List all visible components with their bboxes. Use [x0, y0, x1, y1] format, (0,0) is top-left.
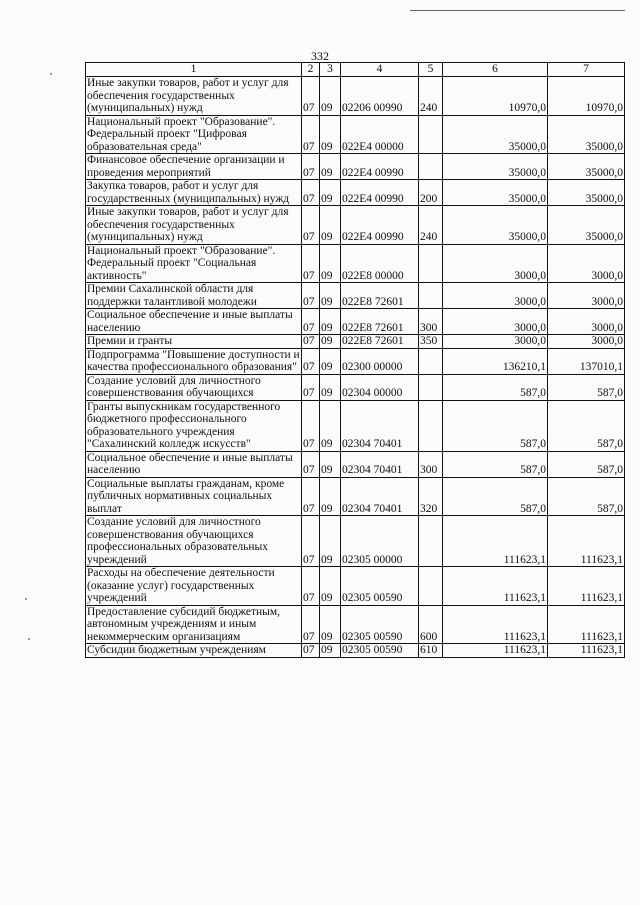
row-target-code: 02305 00590 — [341, 567, 419, 606]
row-section: 07 — [302, 605, 320, 644]
table-row — [86, 567, 625, 606]
row-name: Национальный проект "Образование". Федеральный проект "Социальная активность" — [86, 244, 302, 283]
row-name: Финансовое обеспечение организации и проведения мероприятий — [86, 154, 302, 180]
table-row — [86, 400, 625, 451]
row-subsection: 09 — [320, 477, 341, 516]
row-section: 07 — [302, 115, 320, 154]
row-subsection: 09 — [320, 644, 341, 658]
row-expense-type — [419, 374, 443, 400]
row-subsection: 09 — [320, 154, 341, 180]
scan-speck — [25, 598, 27, 600]
row-amount-col6: 111623,1 — [443, 605, 548, 644]
col-header-4: 4 — [341, 63, 419, 77]
row-section: 07 — [302, 400, 320, 451]
row-subsection: 09 — [320, 374, 341, 400]
row-target-code: 022Е8 72601 — [341, 283, 419, 309]
row-expense-type: 200 — [419, 180, 443, 206]
row-name: Социальное обеспечение и иные выплаты населению — [86, 451, 302, 477]
row-name: Подпрограмма "Повышение доступности и качества профессионального образования" — [87, 348, 300, 373]
row-subsection: 09 — [320, 516, 341, 567]
row-expense-type — [419, 283, 443, 309]
row-expense-type: 300 — [419, 309, 443, 335]
row-section: 07 — [302, 516, 320, 567]
row-target-code: 022Е8 72601 — [341, 335, 419, 349]
row-name: Премии Сахалинской области для поддержки талантливой молодежи — [86, 283, 302, 309]
row-amount-col7: 10970,0 — [548, 77, 625, 116]
row-amount-col7: 587,0 — [548, 374, 625, 400]
row-target-code: 02304 70401 — [341, 477, 419, 516]
row-subsection: 09 — [320, 348, 341, 374]
col-header-2: 2 — [302, 63, 320, 77]
col-header-7: 7 — [548, 63, 625, 77]
row-expense-type: 350 — [419, 335, 443, 349]
row-subsection: 09 — [320, 206, 341, 245]
row-amount-col6: 587,0 — [443, 451, 548, 477]
row-name: Гранты выпускникам государственного бюджетного профессионального образовательного учреждения "Сахалинский колледж искусств" — [86, 400, 302, 451]
row-target-code: 02300 00000 — [341, 348, 419, 374]
row-expense-type — [419, 154, 443, 180]
row-subsection: 09 — [320, 451, 341, 477]
row-name: Премии и гранты — [86, 335, 302, 349]
scan-speck — [50, 73, 52, 75]
row-target-code: 022Е4 00990 — [341, 180, 419, 206]
col-header-3: 3 — [320, 63, 341, 77]
row-name: Предоставление субсидий бюджетным, автономным учреждениям и иным некоммерческим организациям — [86, 605, 302, 644]
row-section: 07 — [302, 206, 320, 245]
table-row — [86, 154, 625, 180]
row-amount-col6: 111623,1 — [443, 516, 548, 567]
table-row — [86, 348, 625, 374]
table-row — [86, 644, 625, 658]
row-section: 07 — [302, 477, 320, 516]
row-section: 07 — [302, 154, 320, 180]
row-target-code: 022Е4 00990 — [341, 206, 419, 245]
row-amount-col7: 137010,1 — [548, 348, 625, 374]
row-expense-type — [419, 348, 443, 374]
row-target-code: 02304 70401 — [341, 451, 419, 477]
row-amount-col7: 3000,0 — [548, 335, 625, 349]
row-amount-col7: 111623,1 — [548, 644, 625, 658]
row-name: Субсидии бюджетным учреждениям — [86, 644, 302, 658]
row-name: Расходы на обеспечение деятельности (оказание услуг) государственных учреждений — [86, 567, 302, 606]
row-name: Закупка товаров, работ и услуг для государственных (муниципальных) нужд — [86, 180, 302, 206]
row-amount-col7: 111623,1 — [548, 567, 625, 606]
row-target-code: 02304 70401 — [341, 400, 419, 451]
page-number: 332 — [311, 49, 329, 63]
row-name: Иные закупки товаров, работ и услуг для обеспечения государственных (муниципальных) нужд — [86, 206, 302, 245]
row-amount-col6: 587,0 — [443, 374, 548, 400]
row-subsection: 09 — [320, 605, 341, 644]
row-section: 07 — [302, 244, 320, 283]
row-expense-type: 240 — [419, 206, 443, 245]
row-expense-type — [419, 516, 443, 567]
row-amount-col7: 35000,0 — [548, 180, 625, 206]
row-amount-col6: 3000,0 — [443, 309, 548, 335]
row-name: Социальное обеспечение и иные выплаты населению — [86, 309, 302, 335]
row-section: 07 — [302, 335, 320, 349]
row-expense-type: 240 — [419, 77, 443, 116]
table-row — [86, 309, 625, 335]
row-subsection: 09 — [320, 244, 341, 283]
table-row — [86, 516, 625, 567]
row-target-code: 022Е4 00990 — [341, 154, 419, 180]
header-row — [86, 63, 625, 77]
budget-table — [85, 62, 625, 658]
row-subsection: 09 — [320, 180, 341, 206]
row-amount-col7: 3000,0 — [548, 309, 625, 335]
row-target-code: 02304 00000 — [341, 374, 419, 400]
row-amount-col6: 35000,0 — [443, 180, 548, 206]
row-amount-col6: 111623,1 — [443, 644, 548, 658]
row-subsection: 09 — [320, 309, 341, 335]
row-amount-col7: 35000,0 — [548, 206, 625, 245]
row-target-code: 022Е8 72601 — [341, 309, 419, 335]
row-name: Иные закупки товаров, работ и услуг для обеспечения государственных (муниципальных) нужд — [86, 77, 302, 116]
row-subsection: 09 — [320, 567, 341, 606]
row-amount-col7: 35000,0 — [548, 115, 625, 154]
row-amount-col6: 3000,0 — [443, 335, 548, 349]
row-amount-col6: 587,0 — [443, 477, 548, 516]
row-section: 07 — [302, 348, 320, 374]
row-expense-type: 610 — [419, 644, 443, 658]
row-expense-type — [419, 115, 443, 154]
col-header-6: 6 — [443, 63, 548, 77]
table-row — [86, 115, 625, 154]
row-amount-col6: 111623,1 — [443, 567, 548, 606]
row-expense-type — [419, 400, 443, 451]
row-target-code: 02206 00990 — [341, 77, 419, 116]
row-subsection: 09 — [320, 400, 341, 451]
table-row — [86, 206, 625, 245]
row-section: 07 — [302, 283, 320, 309]
row-subsection: 09 — [320, 77, 341, 116]
row-amount-col6: 136210,1 — [443, 348, 548, 374]
table-row — [86, 244, 625, 283]
row-target-code: 02305 00590 — [341, 605, 419, 644]
table-row — [86, 451, 625, 477]
row-name: Создание условий для личностного совершенствования обучающихся профессиональных образовательных учреждений — [86, 516, 302, 567]
scan-artifact-line — [410, 10, 625, 11]
row-name: Социальные выплаты гражданам, кроме публичных нормативных социальных выплат — [86, 477, 302, 516]
table-row — [86, 180, 625, 206]
row-expense-type: 600 — [419, 605, 443, 644]
row-name: Национальный проект "Образование". Федеральный проект "Цифровая образовательная среда" — [86, 115, 302, 154]
row-name: Создание условий для личностного совершенствования обучающихся — [86, 374, 302, 400]
row-amount-col7: 587,0 — [548, 451, 625, 477]
table-row — [86, 77, 625, 116]
row-amount-col6: 3000,0 — [443, 283, 548, 309]
row-expense-type — [419, 244, 443, 283]
table-row — [86, 374, 625, 400]
row-subsection: 09 — [320, 115, 341, 154]
row-section: 07 — [302, 644, 320, 658]
row-expense-type: 320 — [419, 477, 443, 516]
row-section: 07 — [302, 451, 320, 477]
scan-speck — [28, 638, 30, 640]
table-row — [86, 477, 625, 516]
row-expense-type — [419, 567, 443, 606]
row-amount-col6: 10970,0 — [443, 77, 548, 116]
row-subsection: 09 — [320, 283, 341, 309]
row-amount-col6: 587,0 — [443, 400, 548, 451]
row-section: 07 — [302, 180, 320, 206]
row-subsection: 09 — [320, 335, 341, 349]
col-header-1: 1 — [86, 63, 302, 77]
row-amount-col6: 35000,0 — [443, 154, 548, 180]
row-target-code: 02305 00000 — [341, 516, 419, 567]
table-row — [86, 283, 625, 309]
row-amount-col7: 3000,0 — [548, 283, 625, 309]
row-amount-col7: 111623,1 — [548, 605, 625, 644]
row-section: 07 — [302, 309, 320, 335]
table-row — [86, 335, 625, 349]
row-amount-col6: 3000,0 — [443, 244, 548, 283]
col-header-5: 5 — [419, 63, 443, 77]
row-amount-col6: 35000,0 — [443, 206, 548, 245]
table-row — [86, 605, 625, 644]
row-section: 07 — [302, 567, 320, 606]
row-amount-col7: 35000,0 — [548, 154, 625, 180]
row-expense-type: 300 — [419, 451, 443, 477]
row-target-code: 02305 00590 — [341, 644, 419, 658]
row-amount-col7: 587,0 — [548, 477, 625, 516]
row-section: 07 — [302, 374, 320, 400]
row-amount-col7: 111623,1 — [548, 516, 625, 567]
row-amount-col7: 587,0 — [548, 400, 625, 451]
row-amount-col7: 3000,0 — [548, 244, 625, 283]
row-amount-col6: 35000,0 — [443, 115, 548, 154]
row-section: 07 — [302, 77, 320, 116]
row-target-code: 022Е4 00000 — [341, 115, 419, 154]
row-target-code: 022Е8 00000 — [341, 244, 419, 283]
